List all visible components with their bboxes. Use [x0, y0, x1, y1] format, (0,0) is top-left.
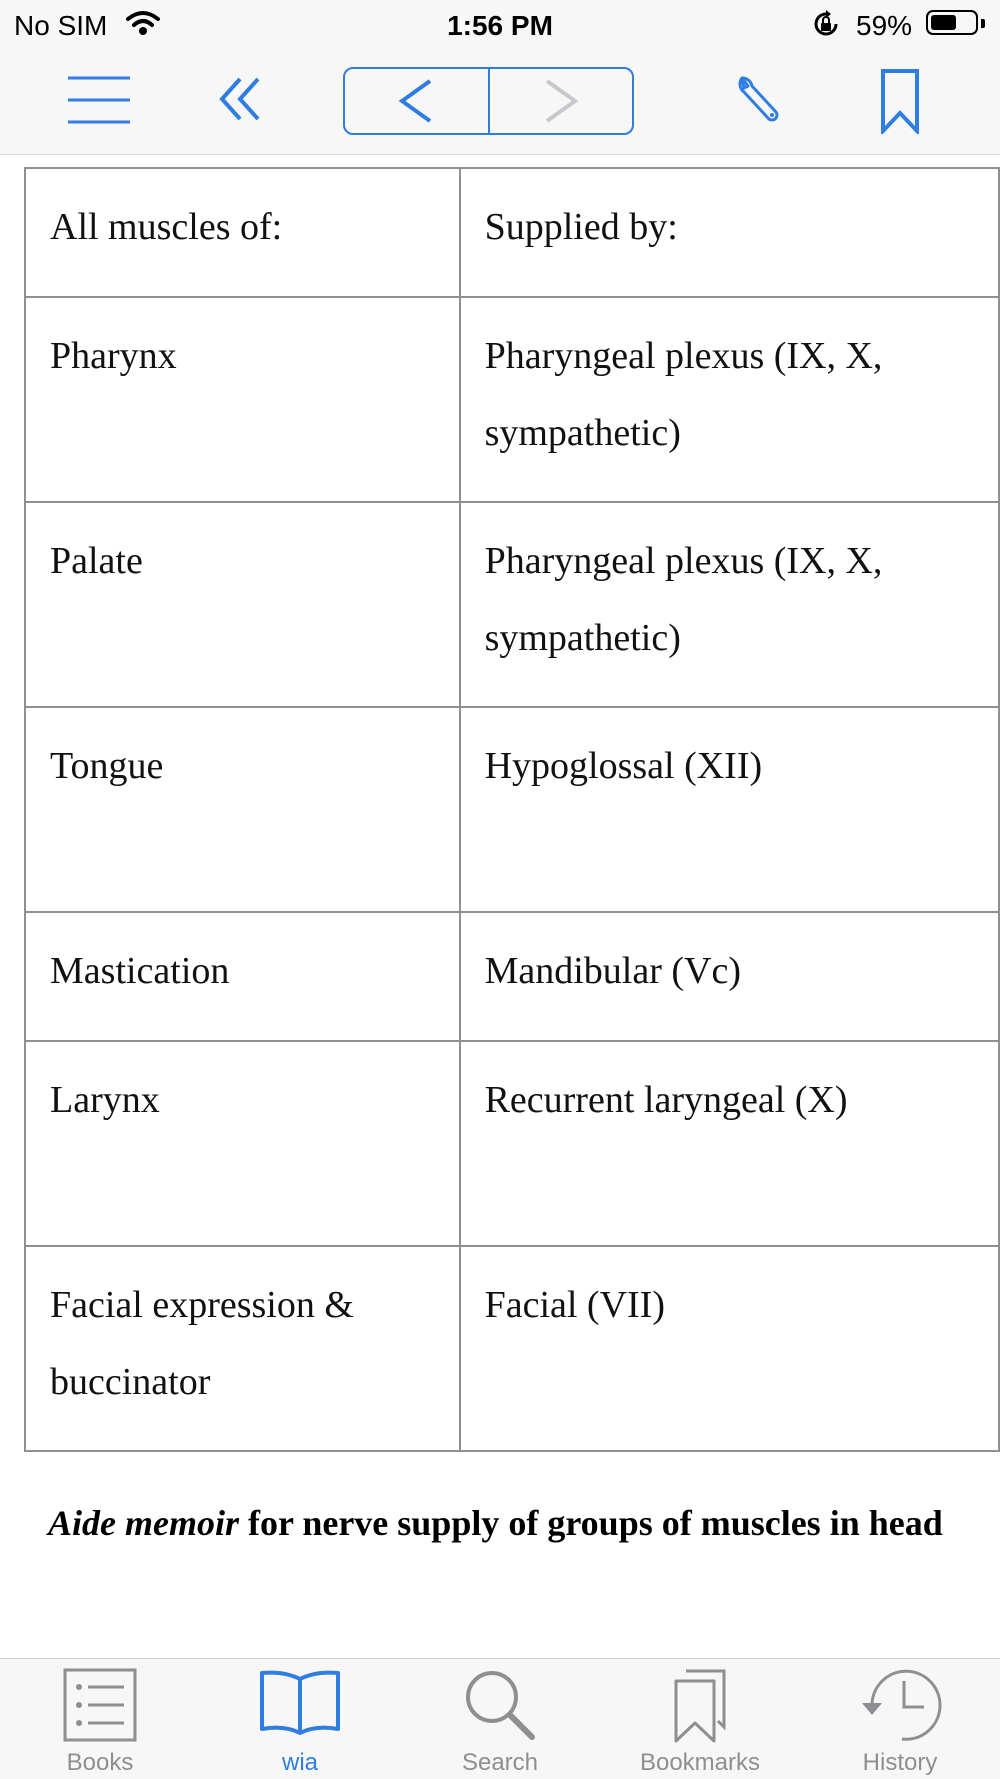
nerve-cell: Facial (VII) [460, 1246, 999, 1451]
muscle-group-cell: Mastication [25, 912, 460, 1041]
tab-history[interactable] [800, 1659, 1000, 1779]
muscle-group-cell: Pharynx [25, 297, 460, 502]
table-row [25, 912, 999, 1041]
muscle-group-cell: Tongue [25, 707, 460, 912]
tab-search[interactable] [400, 1659, 600, 1779]
bookmark-button[interactable] [880, 68, 920, 139]
table-row [25, 1246, 999, 1451]
chevron-left-icon [398, 77, 434, 125]
clock: 1:56 PM [447, 10, 553, 41]
next-page-button[interactable] [488, 69, 633, 133]
wrench-icon [734, 72, 784, 126]
bookmark-icon [880, 68, 920, 134]
reader-toolbar [0, 50, 1000, 155]
table-row [25, 707, 999, 912]
nerve-cell: Recurrent laryngeal (X) [460, 1041, 999, 1246]
tab-label: History [862, 1749, 938, 1776]
nerve-cell: Mandibular (Vc) [460, 912, 999, 1041]
book-content [0, 155, 1000, 1658]
nerve-cell: Hypoglossal (XII) [460, 707, 999, 912]
table-header-row [25, 168, 999, 297]
double-chevron-left-icon [218, 76, 262, 122]
muscle-group-cell: Palate [25, 502, 460, 707]
tab-wia[interactable] [200, 1659, 400, 1779]
table-row [25, 502, 999, 707]
book-icon [258, 1667, 342, 1737]
muscle-group-cell: Larynx [25, 1041, 460, 1246]
muscle-group-cell: Facial expression & buccinator [25, 1246, 460, 1451]
nerve-supply-table [24, 167, 1000, 1452]
battery-icon [926, 10, 978, 35]
carrier-label: No SIM [14, 10, 108, 41]
tab-label: Books [66, 1749, 134, 1776]
chevron-right-icon [543, 77, 579, 125]
tab-bar [0, 1658, 1000, 1779]
menu-button[interactable] [66, 74, 132, 131]
status-bar [0, 0, 1000, 50]
battery-level [931, 15, 956, 30]
tab-label: wia [281, 1749, 318, 1776]
table-caption [48, 1502, 943, 1544]
caption-italic: Aide memoir [48, 1503, 239, 1543]
tab-label: Search [461, 1749, 539, 1776]
back-to-start-button[interactable] [218, 76, 262, 127]
clock-history-icon [858, 1667, 942, 1745]
table-header-cell: All muscles of: [25, 168, 460, 297]
battery-nub [981, 19, 985, 28]
tab-label: Bookmarks [639, 1749, 761, 1776]
nerve-cell: Pharyngeal plexus (IX, X, sympathetic) [460, 297, 999, 502]
orientation-lock-icon [810, 8, 842, 45]
bookmarks-icon [670, 1667, 730, 1745]
table-row [25, 1041, 999, 1246]
nerve-cell: Pharyngeal plexus (IX, X, sympathetic) [460, 502, 999, 707]
search-icon [462, 1667, 538, 1743]
battery-percent: 59% [856, 10, 913, 41]
tab-books[interactable] [0, 1659, 200, 1779]
table-row [25, 297, 999, 502]
list-icon [62, 1667, 138, 1743]
menu-icon [66, 74, 132, 126]
tab-bookmarks[interactable] [600, 1659, 800, 1779]
settings-button[interactable] [734, 72, 784, 131]
table-header-cell: Supplied by: [460, 168, 999, 297]
caption-text: for nerve supply of groups of muscles in head [239, 1503, 943, 1543]
previous-page-button[interactable] [345, 69, 488, 133]
page-navigation-control [343, 67, 634, 135]
